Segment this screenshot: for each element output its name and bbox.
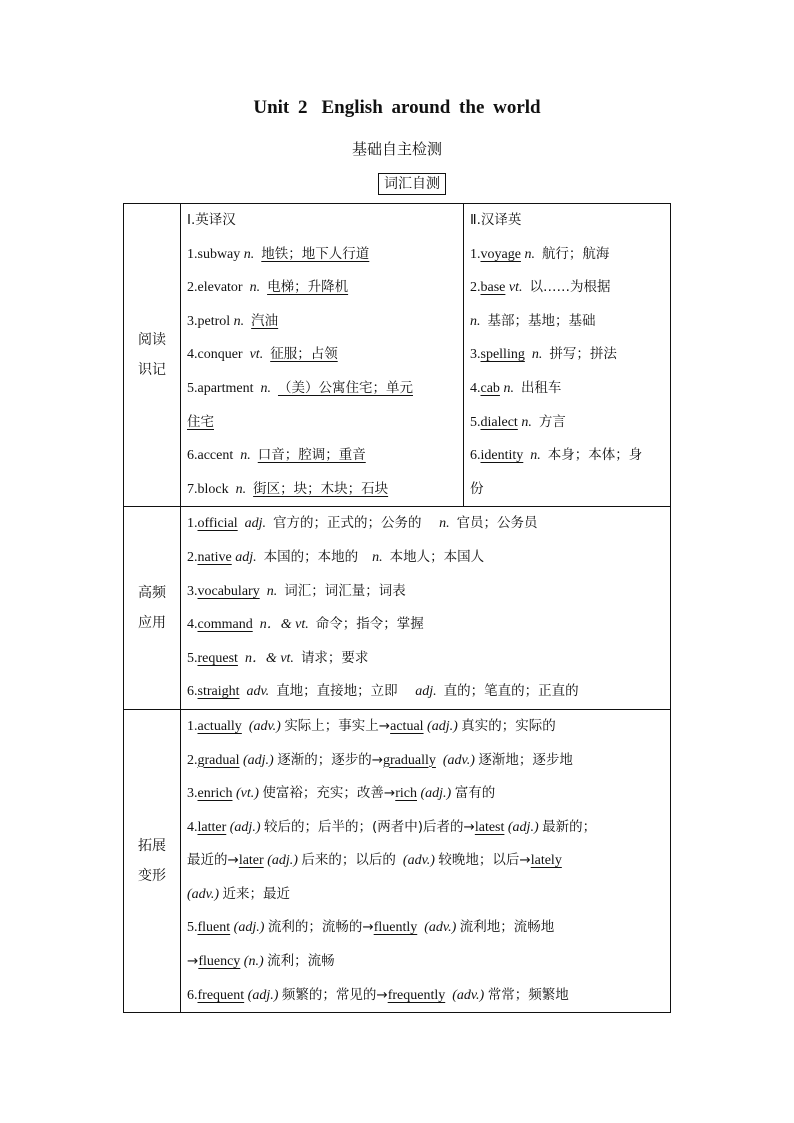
list-item: 4.conquer vt. 征服；占领	[187, 346, 338, 363]
reading-category: 阅读 识记	[124, 204, 181, 507]
list-item: 5.fluent (adj.) 流利的；流畅的→fluently (adv.) 流利地；流畅地	[187, 919, 555, 936]
list-item: 4.command n．& vt. 命令；指令；掌握	[187, 616, 424, 633]
right-header: Ⅱ.汉译英	[470, 212, 522, 228]
expand-section	[124, 709, 671, 1012]
left-header: Ⅰ.英译汉	[187, 212, 236, 228]
frequent-section	[124, 507, 671, 710]
list-item: 3.petrol n. 汽油	[187, 312, 279, 329]
unit-name: English around the world	[321, 97, 541, 118]
list-item: 2.elevator n. 电梯；升降机	[187, 279, 349, 296]
list-item: 5.request n．& vt. 请求；要求	[187, 649, 369, 666]
list-item: 6.accent n. 口音；腔调；重音	[187, 447, 366, 464]
list-item: 5.apartment n. （美）公寓住宅；单元	[187, 379, 413, 396]
list-item: 2.base vt. 以……为根据	[470, 279, 611, 296]
list-item: 2.native adj. 本国的；本地的 n. 本地人；本国人	[187, 548, 485, 565]
list-item: 4.cab n. 出租车	[470, 379, 562, 396]
vocabulary-table	[123, 203, 671, 1013]
list-item: 5.dialect n. 方言	[470, 413, 566, 430]
list-item: 1.voyage n. 航行；航海	[470, 245, 610, 262]
reading-section	[124, 204, 671, 507]
list-item: 1.official adj. 官方的；正式的；公务的 n. 官员；公务员	[187, 515, 538, 532]
list-item: 3.enrich (vt.) 使富裕；充实；改善→rich (adj.) 富有的	[187, 785, 496, 802]
list-item: 2.gradual (adj.) 逐渐的；逐步的→gradually (adv.) 逐渐地；逐步地	[187, 751, 573, 768]
list-item-continued: n. 基部；基地；基础	[470, 312, 596, 329]
subtitle: 基础自主检测	[351, 140, 442, 158]
list-item-continued: 份	[470, 480, 484, 497]
expand-items	[181, 709, 671, 1012]
expand-category: 拓展 变形	[124, 709, 181, 1012]
list-item: 7.block n. 街区；块；木块；石块	[187, 480, 389, 497]
page-title	[0, 97, 794, 119]
list-item: 3.spelling n. 拼写；拼法	[470, 346, 617, 363]
list-item: 1.actually (adv.) 实际上；事实上→actual (adj.) 真实的；实际的	[187, 717, 556, 734]
list-item-continued: 住宅	[187, 413, 214, 430]
list-item: 1.subway n. 地铁；地下人行道	[187, 245, 370, 262]
section-box-label: 词汇自测	[378, 173, 446, 195]
list-item-continued: →fluency (n.) 流利；流畅	[187, 953, 335, 970]
list-item: 6.straight adv. 直地；直接地；立即 adj. 直的；笔直的；正直的	[187, 683, 579, 700]
zh-to-en-column	[464, 204, 671, 507]
en-to-zh-column	[181, 204, 464, 507]
frequent-items	[181, 507, 671, 710]
list-item: 3.vocabulary n. 词汇；词汇量；词表	[187, 582, 406, 599]
list-item-continued: (adv.) 近来；最近	[187, 885, 290, 902]
list-item: 6.frequent (adj.) 频繁的；常见的→frequently (adv.) 常常；频繁地	[187, 986, 569, 1003]
list-item: 6.identity n. 本身；本体；身	[470, 447, 643, 464]
list-item: 4.latter (adj.) 较后的；后半的；(两者中)后者的→latest (adj.) 最新的；	[187, 818, 597, 835]
list-item-continued: 最近的→later (adj.) 后来的；以后的 (adv.) 较晚地；以后→lately	[187, 852, 562, 869]
frequent-category: 高频 应用	[124, 507, 181, 710]
unit-number: Unit 2	[253, 97, 308, 118]
